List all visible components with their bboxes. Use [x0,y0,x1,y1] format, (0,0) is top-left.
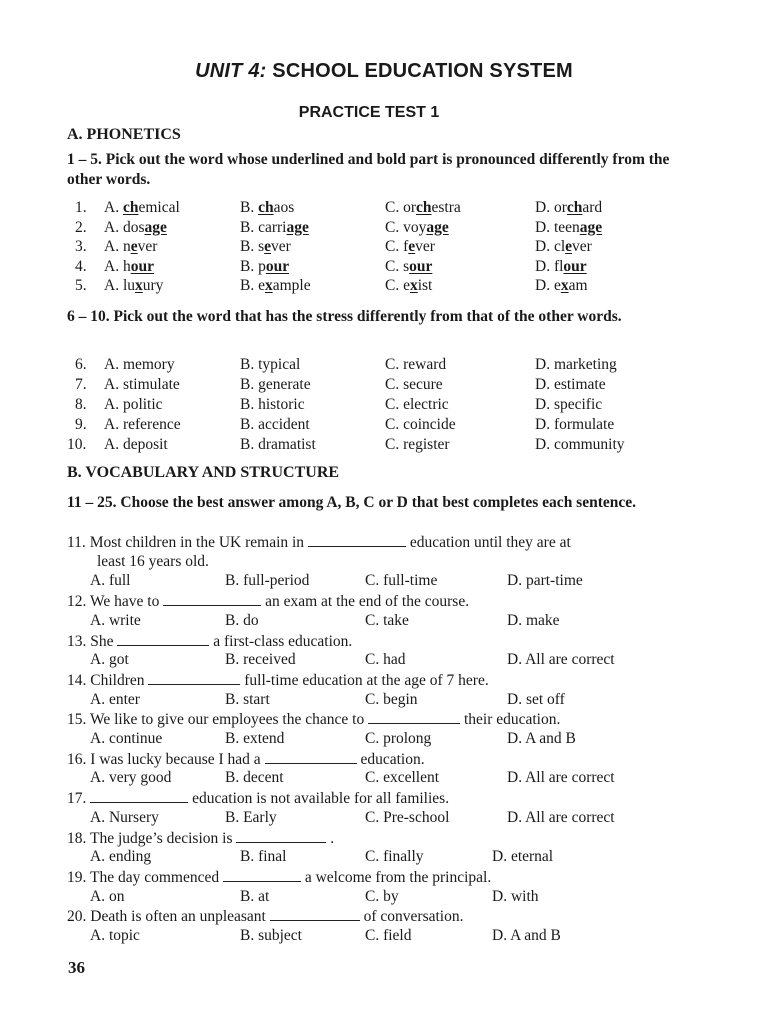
option-text: A. dos [104,218,145,236]
section-b-title: B. VOCABULARY AND STRUCTURE [67,464,340,481]
option-d [535,198,602,218]
answer-option-a[interactable]: A. enter [90,690,140,708]
practice-test-title: PRACTICE TEST 1 [298,104,440,121]
option-a [104,237,157,257]
phonetics-item [0,198,768,218]
option-a: A. reference [104,416,181,433]
answer-option-a[interactable]: A. continue [90,730,163,747]
option-a [104,257,154,277]
underlined-part: x [264,277,273,294]
option-text: A. lu [104,277,135,294]
item-number: 5. [75,277,87,294]
option-text: C. f [385,238,409,255]
option-text: emical [138,199,180,216]
answer-blank[interactable] [90,788,188,803]
option-a: A. stimulate [104,376,180,393]
underlined-part: e [408,238,416,255]
option-text: B. e [240,277,265,294]
underlined-part: x [560,277,569,294]
option-text: B. carri [240,218,287,236]
option-b: B. dramatist [240,436,316,453]
answer-option-a[interactable]: A. ending [90,848,152,866]
underlined-part: e [565,238,573,255]
answer-blank[interactable] [236,828,326,843]
underlined-part: ch [566,199,583,216]
phonetics-instruction: 1 – 5. Pick out the word whose underlined and bold part is pronounced differently from the other words. [67,151,670,188]
option-a: A. memory [104,356,175,373]
question-stem [67,709,560,730]
answer-option-c[interactable]: C. begin [365,690,418,708]
underlined-part: ch [122,199,139,216]
item-number: 3. [75,238,87,255]
item-number: 9. [75,416,87,433]
phonetics-item [0,237,768,257]
option-b [240,276,311,296]
question-stem [67,670,489,691]
answer-option-c[interactable]: C. had [365,651,406,669]
answer-option-b[interactable]: B. extend [225,730,285,747]
underlined-part: e [130,238,138,255]
answer-option-d[interactable]: D. part-time [507,572,583,590]
underlined-part: age [144,218,167,236]
answer-option-d[interactable]: D. A and B [507,730,576,747]
option-text: estra [431,199,461,216]
item-number: 10. [67,436,87,453]
answer-option-a[interactable]: A. Nursery [90,808,159,826]
option-b: B. typical [240,356,301,373]
question-text: their education. [463,711,561,729]
item-number: 6. [75,356,87,373]
option-text: C. s [385,257,410,275]
item-number: 8. [75,396,87,413]
option-c: C. register [385,436,450,453]
stress-item [0,355,768,375]
answer-option-a[interactable]: A. on [90,887,125,905]
option-b: B. generate [240,376,311,393]
option-text: ist [417,277,433,294]
question-number: 12. [67,593,87,611]
item-number: 1. [75,199,87,216]
option-text: am [568,277,588,294]
answer-option-a[interactable]: A. got [90,651,129,669]
option-text: ample [272,277,311,294]
option-d: D. community [535,436,625,453]
section-a-title: A. PHONETICS [67,126,181,143]
underlined-part: our [409,257,433,275]
option-text: D. cl [535,238,566,255]
question-text: Most children in the UK remain in [89,534,305,551]
phonetics-item [0,276,768,296]
answer-option-d[interactable]: D. make [507,611,560,629]
option-c [385,237,435,257]
question-number: 16. [67,750,87,768]
question-stem [67,867,491,888]
answer-option-a[interactable]: A. write [90,611,141,629]
question-text: an exam at the end of the course. [265,593,470,611]
answer-blank[interactable] [270,906,360,921]
question-number: 20. [67,908,87,926]
underlined-part: ch [258,199,274,216]
question-stem [67,631,352,652]
answer-option-b[interactable]: B. start [225,690,270,708]
option-c [385,276,432,296]
answer-blank[interactable] [163,591,261,606]
option-text: B. p [240,257,266,275]
option-c: C. reward [385,356,447,373]
question-number: 11. [67,534,86,551]
option-text: ver [572,238,592,255]
underlined-part: age [579,218,603,236]
unit-number: UNIT 4: [195,60,267,82]
question-text: I was lucky because I had a [90,750,261,768]
option-text: C. voy [385,218,427,236]
stress-item [0,375,768,395]
underlined-part: x [409,277,418,294]
answer-blank[interactable] [368,709,460,724]
answer-blank[interactable] [117,631,209,646]
answer-option-c[interactable]: C. finally [365,848,424,866]
option-b [240,257,289,277]
option-a [104,276,163,296]
underlined-part: our [265,257,290,275]
question-stem [67,788,449,809]
answer-option-b[interactable]: B. do [225,611,259,629]
answer-option-d[interactable]: D. eternal [492,848,554,866]
option-b: B. accident [240,416,310,433]
underlined-part: our [563,257,587,275]
answer-option-b[interactable]: B. decent [225,769,284,787]
question-text: Death is often an unpleasant [90,908,266,926]
answer-blank[interactable] [148,670,240,685]
option-text: C. or [385,199,416,216]
page-number: 36 [68,958,85,977]
answer-option-b[interactable]: B. full-period [225,572,310,590]
underlined-part: e [264,238,272,255]
question-text: The judge’s decision is [89,829,233,847]
option-c [385,218,449,238]
answer-option-a[interactable]: A. full [90,572,131,590]
question-number: 14. [67,671,87,689]
option-text: aos [273,199,295,216]
stress-instruction: 6 – 10. Pick out the word that has the stress differently from that of the other words. [67,308,622,325]
question-number: 13. [67,632,87,650]
option-a [104,198,180,218]
option-text: D. or [535,199,567,216]
option-text: ver [137,238,158,255]
option-c [385,257,432,277]
question-text: We have to [89,593,160,611]
option-text: D. e [535,277,561,294]
phonetics-item [0,257,768,277]
answer-option-a[interactable]: A. very good [90,769,172,787]
item-number: 2. [75,218,87,236]
answer-option-d[interactable]: D. All are correct [507,808,615,826]
question-text: a first-class education. [213,632,353,650]
answer-option-a[interactable]: A. topic [90,927,140,944]
question-number: 19. [67,868,87,886]
answer-blank[interactable] [308,532,406,547]
question-stem [67,532,571,553]
option-d: D. formulate [535,416,615,433]
option-a: A. politic [104,396,163,413]
option-text: C. e [385,277,410,294]
option-d [535,257,587,277]
question-text: We like to give our employees the chance to [89,711,365,729]
question-stem [67,591,469,612]
underlined-part: ch [416,199,432,216]
question-stem [67,906,463,927]
option-c: C. secure [385,376,443,393]
item-number: 4. [75,257,87,275]
question-text: education is not available for all families. [192,790,450,808]
option-d: D. estimate [535,376,606,393]
option-text: B. s [240,238,265,255]
option-text: ard [582,199,603,216]
question-text: of conversation. [363,908,464,926]
option-b [240,198,294,218]
answer-option-c[interactable]: C. excellent [365,769,440,787]
answer-option-c[interactable]: C. take [365,611,409,629]
option-d: D. specific [535,396,603,413]
option-b [240,218,309,238]
answer-option-d[interactable]: D. All are correct [507,769,615,787]
question-stem [67,749,425,770]
underlined-part: age [286,218,309,236]
answer-option-d[interactable]: D. set off [507,690,565,708]
item-number: 7. [75,376,87,393]
answer-blank[interactable] [223,867,301,882]
question-text: The day commenced [89,868,220,886]
answer-option-c[interactable]: C. by [365,887,399,905]
answer-option-c[interactable]: C. Pre-school [365,808,450,826]
option-b [240,237,291,257]
answer-option-b[interactable]: B. Early [225,808,277,826]
underlined-part: age [426,218,449,236]
question-text: a welcome from the principal. [304,868,492,886]
option-d [535,276,588,296]
option-a: A. deposit [104,436,168,453]
phonetics-item [0,218,768,238]
option-d [535,237,592,257]
option-text: B. [240,199,259,216]
question-number: 18. [67,829,87,847]
option-text: ury [142,277,164,294]
answer-option-d[interactable]: D. A and B [492,927,561,944]
answer-option-d[interactable]: D. All are correct [507,651,615,669]
question-stem [67,828,334,849]
question-continuation: least 16 years old. [97,552,209,570]
option-text: ver [271,238,291,255]
question-text: full-time education at the age of 7 here. [244,671,489,689]
option-text: D. fl [535,257,564,275]
underlined-part: our [130,257,154,275]
question-text: education until they are at [409,534,571,551]
answer-option-c[interactable]: C. prolong [365,730,432,747]
option-text: D. teen [535,218,580,236]
answer-option-b[interactable]: B. received [225,651,296,669]
answer-option-b[interactable]: B. subject [240,927,302,944]
question-text: education. [360,750,425,768]
stress-item [0,395,768,415]
stress-item [0,435,768,455]
answer-blank[interactable] [265,749,357,764]
option-d [535,218,602,238]
option-a [104,218,167,238]
vocabulary-instruction: 11 – 25. Choose the best answer among A, B, C or D that best completes each sentence. [67,494,637,511]
option-d: D. marketing [535,356,617,373]
option-b: B. historic [240,396,305,413]
option-c: C. coincide [385,416,456,433]
question-number: 15. [67,711,87,729]
answer-option-c[interactable]: C. full-time [365,572,438,590]
option-text: A. n [104,238,131,255]
unit-title [0,60,768,83]
unit-name: SCHOOL EDUCATION SYSTEM [272,60,573,82]
answer-option-c[interactable]: C. field [365,927,412,944]
answer-option-b[interactable]: B. at [240,887,270,905]
option-c [385,198,461,218]
answer-option-b[interactable]: B. final [240,848,287,866]
stress-item [0,415,768,435]
option-text: A. [104,199,123,216]
option-text: ver [415,238,435,255]
underlined-part: x [135,277,143,294]
question-text: . [330,829,335,847]
question-text: Children [90,671,145,689]
answer-option-d[interactable]: D. with [492,887,539,905]
option-text: A. h [104,257,131,275]
option-c: C. electric [385,396,449,413]
question-text: She [90,632,114,650]
question-number: 17. [67,790,87,808]
